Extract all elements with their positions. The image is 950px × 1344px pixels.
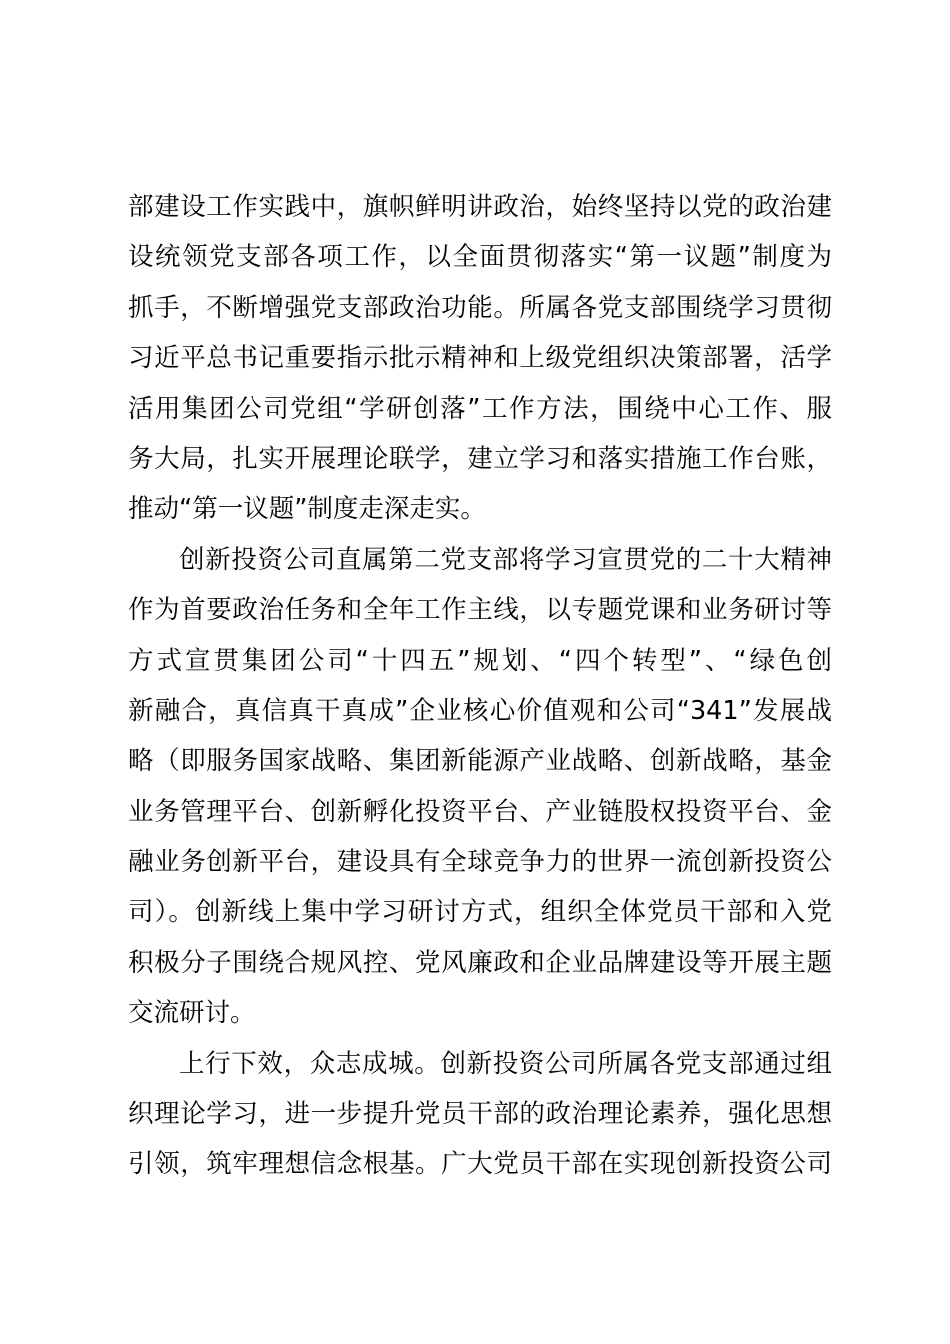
paragraph-line: 引领，筑牢理想信念根基。广大党员干部在实现创新投资公司 xyxy=(128,1149,832,1180)
paragraph-3 xyxy=(128,1039,832,1190)
paragraph-line: 活用集团公司党组“学研创落”工作方法，围绕中心工作、服 xyxy=(128,393,832,424)
paragraph-line: 习近平总书记重要指示批示精神和上级党组织决策部署，活学 xyxy=(128,343,832,374)
paragraph-line: 部建设工作实践中，旗帜鲜明讲政治，始终坚持以党的政治建 xyxy=(128,192,832,222)
paragraph-line: 务大局，扎实开展理论联学，建立学习和落实措施工作台账， xyxy=(128,443,832,474)
paragraph-line: 方式宣贯集团公司“十四五”规划、“四个转型”、“绿色创 xyxy=(128,645,832,676)
paragraph-line: 新融合，真信真干真成”企业核心价值观和公司“341”发展战 xyxy=(128,695,832,726)
paragraph-line: 推动“第一议题”制度走深走实。 xyxy=(128,494,486,525)
paragraph-line: 积极分子围绕合规风控、党风廉政和企业品牌建设等开展主题 xyxy=(128,947,832,978)
paragraph-line: 司）。创新线上集中学习研讨方式，组织全体党员干部和入党 xyxy=(128,897,832,928)
paragraph-line: 抓手，不断增强党支部政治功能。所属各党支部围绕学习贯彻 xyxy=(128,292,832,323)
paragraph-line: 略（即服务国家战略、集团新能源产业战略、创新战略，基金 xyxy=(128,746,832,777)
paragraph-line: 上行下效，众志成城。创新投资公司所属各党支部通过组 xyxy=(179,1048,832,1079)
paragraph-line: 融业务创新平台，建设具有全球竞争力的世界一流创新投资公 xyxy=(128,847,832,878)
paragraph-line: 织理论学习，进一步提升党员干部的政治理论素养，强化思想 xyxy=(128,1099,832,1130)
paragraph-2 xyxy=(128,535,832,1039)
paragraph-line: 交流研讨。 xyxy=(128,998,256,1029)
paragraph-1 xyxy=(128,182,832,535)
paragraph-line: 创新投资公司直属第二党支部将学习宣贯党的二十大精神 xyxy=(179,544,832,575)
paragraph-line: 作为首要政治任务和全年工作主线，以专题党课和业务研讨等 xyxy=(128,595,832,626)
paragraph-line: 设统领党支部各项工作，以全面贯彻落实“第一议题”制度为 xyxy=(128,242,832,273)
document-body xyxy=(128,182,832,1190)
paragraph-line: 业务管理平台、创新孵化投资平台、产业链股权投资平台、金 xyxy=(128,796,832,827)
